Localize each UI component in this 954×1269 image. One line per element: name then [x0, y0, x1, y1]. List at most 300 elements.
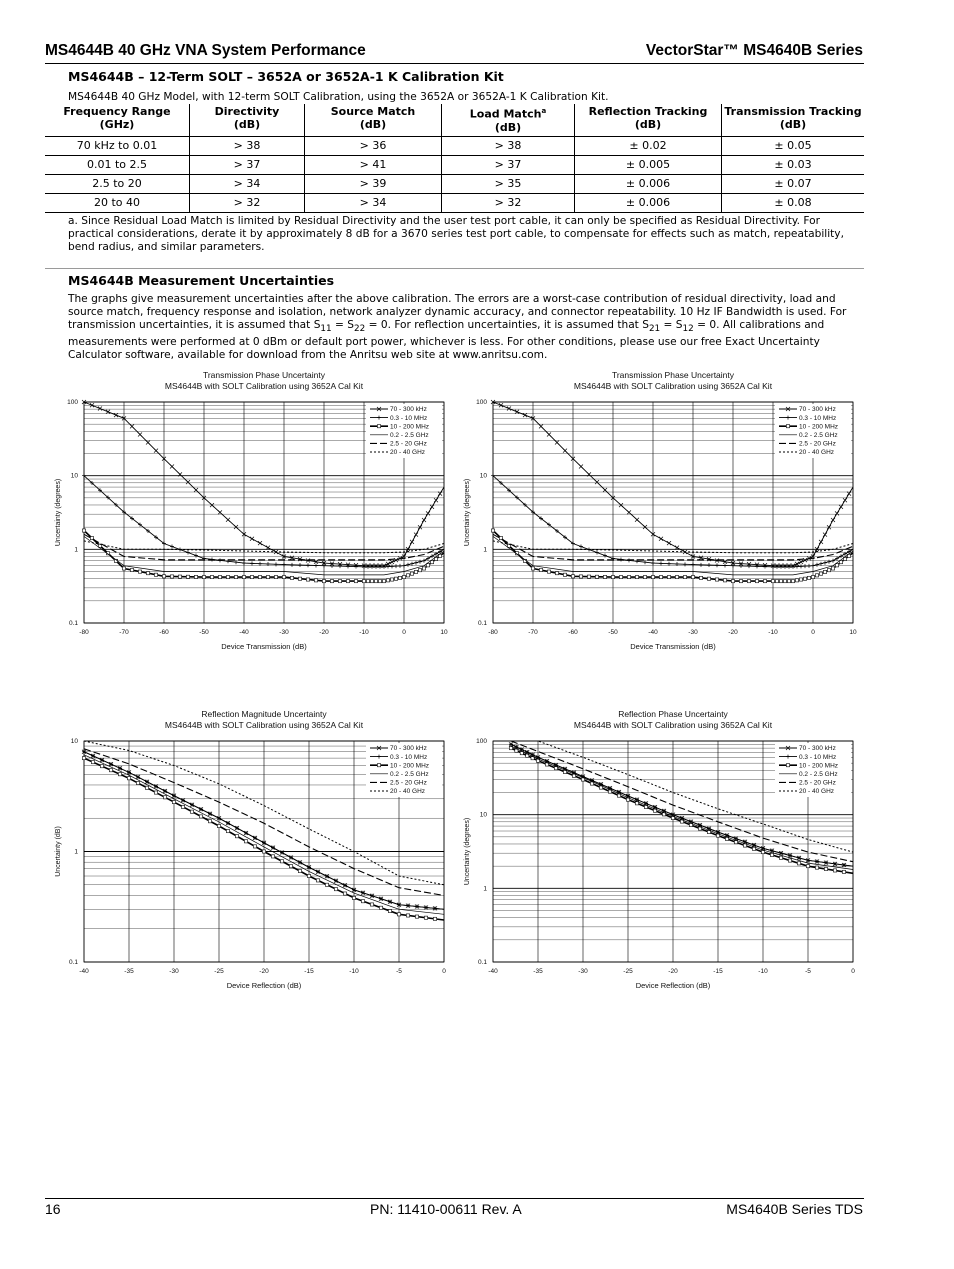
data-point	[433, 917, 436, 920]
x-tick-label: -35	[533, 968, 543, 975]
part-number: PN: 11410-00611 Rev. A	[370, 1201, 522, 1217]
data-point	[723, 563, 727, 567]
data-point	[627, 510, 631, 514]
data-point	[806, 865, 809, 868]
x-tick-label: -15	[713, 968, 723, 975]
data-point	[290, 563, 294, 567]
data-point	[426, 556, 430, 560]
y-tick-label: 1	[483, 546, 487, 554]
data-point	[438, 492, 442, 496]
legend-label: 0.2 - 2.5 GHz	[390, 771, 429, 778]
series-line-2	[84, 476, 444, 567]
chart-transmission-phase-2	[459, 368, 859, 658]
legend-marker	[786, 764, 789, 767]
chart-legend	[366, 404, 442, 458]
data-point	[388, 909, 391, 912]
data-point	[771, 580, 774, 583]
data-point	[791, 580, 794, 583]
legend-label: 0.2 - 2.5 GHz	[390, 432, 429, 439]
y-tick-label: 0.1	[68, 959, 78, 966]
data-point	[579, 575, 582, 578]
chart-title: Transmission Phase Uncertainty	[202, 370, 326, 380]
data-point	[815, 866, 818, 869]
data-point	[402, 564, 406, 568]
x-tick-label: -20	[319, 629, 329, 636]
data-point	[723, 579, 726, 582]
data-point	[819, 572, 822, 575]
data-point	[394, 577, 397, 580]
data-point	[314, 563, 318, 567]
data-point	[675, 575, 678, 578]
data-point	[366, 580, 369, 583]
data-point	[146, 572, 149, 575]
legend-label: 10 - 200 MHz	[390, 423, 430, 431]
data-point	[397, 913, 400, 916]
data-point	[398, 576, 401, 579]
data-point	[595, 480, 599, 484]
data-point	[280, 860, 283, 863]
data-point	[266, 575, 269, 578]
data-point	[190, 810, 193, 813]
y-tick-label: 0.1	[68, 620, 78, 627]
data-point	[343, 892, 346, 895]
data-point	[831, 559, 835, 563]
data-point	[611, 575, 614, 578]
data-point	[242, 561, 246, 565]
data-point	[755, 580, 758, 583]
data-point	[410, 562, 414, 566]
data-point	[651, 575, 654, 578]
data-point	[835, 556, 839, 560]
data-point	[130, 424, 134, 428]
x-tick-label: -10	[349, 968, 359, 975]
column-header: Reflection Tracking (dB)	[575, 104, 722, 136]
chart-title: Reflection Magnitude Uncertainty	[201, 709, 327, 719]
table-row: 20 to 40 > 32 > 34 > 32 ± 0.006 ± 0.08	[45, 193, 864, 212]
series-line-6	[84, 541, 444, 553]
data-point	[563, 573, 566, 576]
data-point	[186, 480, 190, 484]
chart-transmission-phase-1	[50, 368, 450, 658]
data-point	[823, 570, 826, 573]
column-header: Directivity (dB)	[190, 104, 305, 136]
data-point	[406, 563, 410, 567]
data-point	[803, 577, 806, 580]
data-point	[352, 896, 355, 899]
data-point	[807, 564, 811, 568]
data-point	[178, 575, 181, 578]
data-point	[770, 853, 773, 856]
data-point	[667, 541, 671, 545]
x-tick-label: -40	[239, 629, 249, 636]
data-point	[258, 541, 262, 545]
data-point	[415, 915, 418, 918]
data-point	[170, 465, 174, 469]
chart-subtitle: MS4644B with SOLT Calibration using 3652A Cal Kit	[573, 381, 773, 391]
data-point	[581, 778, 584, 781]
data-point	[390, 564, 394, 568]
data-point	[316, 879, 319, 882]
data-point	[271, 855, 274, 858]
data-point	[571, 575, 574, 578]
legend-label: 0.3 - 10 MHz	[390, 753, 428, 761]
data-point	[842, 870, 845, 873]
data-point	[136, 781, 139, 784]
table-header-row	[45, 104, 864, 136]
data-point	[290, 576, 293, 579]
data-point	[322, 580, 325, 583]
data-point	[361, 900, 364, 903]
x-tick-label: -30	[578, 968, 588, 975]
data-point	[298, 563, 302, 567]
x-tick-label: 10	[849, 629, 857, 636]
series-line-2	[493, 476, 853, 567]
data-point	[218, 510, 222, 514]
data-point	[779, 580, 782, 583]
data-point	[298, 577, 301, 580]
data-point	[523, 413, 527, 417]
legend-label: 2.5 - 20 GHz	[390, 779, 427, 787]
y-tick-label: 100	[476, 738, 487, 745]
data-point	[194, 554, 198, 558]
data-point	[811, 575, 814, 578]
x-axis-label: Device Reflection (dB)	[635, 981, 711, 990]
data-point	[338, 580, 341, 583]
data-point	[370, 580, 373, 583]
data-point	[507, 407, 511, 411]
legend-label: 2.5 - 20 GHz	[390, 440, 427, 448]
x-tick-label: 0	[811, 629, 815, 636]
data-point	[382, 580, 385, 583]
data-point	[422, 518, 426, 522]
data-point	[410, 572, 413, 575]
x-tick-label: -30	[279, 629, 289, 636]
data-point	[815, 563, 819, 567]
data-point	[118, 773, 121, 776]
x-tick-label: -80	[79, 629, 89, 636]
data-point	[370, 903, 373, 906]
series-line-3	[493, 531, 853, 582]
data-point	[835, 564, 838, 567]
data-point	[827, 569, 830, 572]
data-point	[250, 537, 254, 541]
chart-legend	[775, 743, 851, 797]
data-point	[659, 537, 663, 541]
table-footnote: a. Since Residual Load Match is limited by Residual Directivity and the user test port cable, it can only be specified as Residual Directivity. For practical considerations, derate it by approximately 8 dB for a 3670 series test port cable, to compensate for effects such as match, repeatability, bend radius, and similar parameters.	[68, 215, 844, 253]
series-line-3	[84, 531, 444, 582]
data-point	[346, 580, 349, 583]
data-point	[250, 575, 253, 578]
data-point	[186, 575, 189, 578]
data-point	[406, 914, 409, 917]
data-point	[739, 564, 743, 568]
legend-label: 10 - 200 MHz	[799, 423, 839, 431]
table-row: 0.01 to 2.5 > 37 > 41 > 37 ± 0.005 ± 0.03	[45, 155, 864, 174]
data-point	[555, 572, 558, 575]
x-tick-label: -25	[214, 968, 224, 975]
chart-svg	[459, 368, 859, 658]
data-point	[258, 575, 261, 578]
data-point	[226, 830, 229, 833]
data-point	[835, 511, 839, 515]
data-point	[100, 765, 103, 768]
legend-label: 0.3 - 10 MHz	[390, 414, 428, 422]
legend-label: 10 - 200 MHz	[390, 762, 430, 770]
legend-marker	[786, 425, 789, 428]
y-tick-label: 10	[479, 472, 487, 480]
legend-label: 0.2 - 2.5 GHz	[799, 771, 838, 778]
data-point	[831, 518, 835, 522]
x-tick-label: 0	[851, 968, 855, 975]
column-header: Load Match$^a$ (dB)	[442, 104, 575, 136]
x-tick-label: -80	[488, 629, 498, 636]
chart-title: Reflection Phase Uncertainty	[618, 709, 728, 719]
data-point	[235, 835, 238, 838]
data-point	[394, 564, 398, 568]
data-point	[244, 840, 247, 843]
data-point	[731, 580, 734, 583]
data-point	[747, 580, 750, 583]
x-tick-label: -20	[259, 968, 269, 975]
x-tick-label: -15	[304, 968, 314, 975]
data-point	[422, 567, 425, 570]
data-point	[242, 575, 245, 578]
data-point	[839, 505, 843, 509]
data-point	[234, 575, 237, 578]
chart-svg	[459, 707, 859, 997]
series-line-6	[493, 541, 853, 553]
chart-subtitle: MS4644B with SOLT Calibration using 3652A Cal Kit	[164, 720, 364, 730]
x-tick-label: -50	[199, 629, 209, 636]
data-point	[426, 564, 429, 567]
data-point	[827, 560, 831, 564]
header-rule	[45, 63, 864, 64]
y-tick-label: 100	[67, 399, 78, 406]
data-point	[699, 563, 703, 567]
data-point	[823, 561, 827, 565]
data-point	[763, 580, 766, 583]
data-point	[635, 575, 638, 578]
chart-reflection-magnitude	[50, 707, 450, 997]
data-point	[659, 575, 662, 578]
data-point	[306, 578, 309, 581]
data-point	[627, 558, 631, 562]
x-tick-label: -40	[79, 968, 89, 975]
chart-svg	[50, 707, 450, 997]
data-point	[747, 564, 751, 568]
data-point	[362, 580, 365, 583]
data-point	[691, 563, 695, 567]
x-tick-label: -25	[623, 968, 633, 975]
data-point	[282, 563, 286, 567]
data-point	[595, 575, 598, 578]
data-point	[422, 559, 426, 563]
data-point	[424, 916, 427, 919]
legend-label: 70 - 300 kHz	[390, 406, 427, 414]
data-point	[334, 888, 337, 891]
data-point	[691, 575, 694, 578]
data-point	[787, 580, 790, 583]
x-axis-label: Device Reflection (dB)	[226, 981, 302, 990]
y-tick-label: 10	[479, 811, 487, 819]
data-point	[635, 518, 639, 522]
data-point	[138, 570, 141, 573]
x-tick-label: -60	[159, 629, 169, 636]
y-tick-label: 1	[74, 848, 78, 856]
section-divider	[45, 268, 864, 269]
y-tick-label: 0.1	[477, 959, 487, 966]
x-tick-label: -35	[124, 968, 134, 975]
series-line-4	[84, 536, 444, 575]
x-tick-label: -5	[805, 968, 811, 975]
chart-subtitle: MS4644B with SOLT Calibration using 3652A Cal Kit	[573, 720, 773, 730]
legend-label: 0.3 - 10 MHz	[799, 753, 837, 761]
data-point	[715, 563, 719, 567]
data-point	[683, 575, 686, 578]
data-point	[715, 578, 718, 581]
data-point	[707, 577, 710, 580]
data-point	[761, 851, 764, 854]
data-point	[563, 449, 567, 453]
data-point	[595, 551, 599, 555]
data-point	[258, 562, 262, 566]
x-tick-label: -60	[568, 629, 578, 636]
legend-marker	[377, 764, 380, 767]
section2-paragraph: The graphs give measurement uncertainties after the above calibration. The errors are a worst-case contribution of residual directivity, load and source match, frequency response and isolation, network analyzer dynamic accuracy, and connector repeatability. 10 Hz IF Bandwidth is used. For transmission uncertainties, it is assumed that $S_{11} = S_{22} = 0$. For reflection uncertainties, it is assumed that $S_{21} = S_{12} = 0$. All calibrations and measurements were performed at 0 dBm or default port power, whichever is less. For other conditions, please use our free Exact Uncertainty Calculator software, available for download from the Anritsu web site at www.anritsu.com.	[68, 293, 847, 362]
data-point	[146, 441, 150, 445]
data-point	[91, 761, 94, 764]
data-point	[418, 560, 422, 564]
data-point	[145, 786, 148, 789]
table-row: 2.5 to 20 > 34 > 39 > 35 ± 0.006 ± 0.07	[45, 174, 864, 193]
data-point	[531, 567, 534, 570]
data-point	[824, 867, 827, 870]
data-point	[819, 540, 823, 544]
data-point	[374, 580, 377, 583]
data-point	[743, 844, 746, 847]
data-point	[199, 815, 202, 818]
data-point	[627, 575, 630, 578]
data-point	[226, 575, 229, 578]
data-point	[163, 796, 166, 799]
legend-label: 20 - 40 GHz	[390, 788, 426, 796]
column-header: Frequency Range (GHz)	[45, 104, 190, 136]
data-point	[799, 578, 802, 581]
data-point	[699, 576, 702, 579]
data-point	[208, 820, 211, 823]
data-point	[138, 432, 142, 436]
data-point	[330, 564, 334, 568]
y-axis-label: Uncertainty (degrees)	[464, 478, 471, 547]
data-point	[194, 488, 198, 492]
data-point	[539, 424, 543, 428]
chart-subtitle: MS4644B with SOLT Calibration using 3652A Cal Kit	[164, 381, 364, 391]
series-line-4	[493, 536, 853, 575]
data-point	[406, 574, 409, 577]
y-axis-label: Uncertainty (degrees)	[464, 817, 471, 886]
data-point	[226, 518, 230, 522]
data-point	[298, 870, 301, 873]
data-point	[547, 432, 551, 436]
data-point	[667, 562, 671, 566]
x-axis-label: Device Transmission (dB)	[221, 642, 307, 651]
data-point	[803, 564, 807, 568]
data-point	[127, 777, 130, 780]
data-point	[354, 580, 357, 583]
page-header-series: VectorStar™ MS4640B Series	[645, 42, 863, 59]
data-point	[170, 545, 174, 549]
data-point	[379, 906, 382, 909]
x-tick-label: -70	[119, 629, 129, 636]
data-point	[250, 561, 254, 565]
data-point	[603, 554, 607, 558]
x-tick-label: -40	[648, 629, 658, 636]
data-point	[797, 862, 800, 865]
chart-legend	[775, 404, 851, 458]
data-point	[775, 580, 778, 583]
data-point	[839, 554, 843, 558]
x-tick-label: -10	[758, 968, 768, 975]
y-axis-label: Uncertainty (dB)	[55, 826, 62, 877]
data-point	[675, 562, 679, 566]
legend-label: 0.3 - 10 MHz	[799, 414, 837, 422]
data-point	[659, 561, 663, 565]
x-tick-label: -30	[169, 968, 179, 975]
data-point	[643, 575, 646, 578]
data-point	[82, 529, 85, 532]
data-point	[307, 874, 310, 877]
data-point	[579, 545, 583, 549]
data-point	[210, 575, 213, 578]
x-tick-label: -20	[668, 968, 678, 975]
data-point	[130, 568, 133, 571]
series-line-5	[84, 534, 444, 560]
data-point	[314, 579, 317, 582]
data-point	[779, 856, 782, 859]
data-point	[788, 859, 791, 862]
y-tick-label: 1	[483, 885, 487, 893]
x-tick-label: -10	[768, 629, 778, 636]
data-point	[414, 533, 418, 537]
data-point	[547, 570, 550, 573]
data-point	[410, 540, 414, 544]
x-tick-label: 0	[402, 629, 406, 636]
data-point	[434, 498, 438, 502]
chart-legend	[366, 743, 442, 797]
data-point	[154, 573, 157, 576]
series-line-5	[493, 534, 853, 560]
y-tick-label: 100	[476, 399, 487, 406]
data-point	[262, 850, 265, 853]
data-point	[587, 575, 590, 578]
data-point	[186, 551, 190, 555]
data-point	[414, 561, 418, 565]
data-point	[338, 564, 342, 568]
column-header: Transmission Tracking (dB)	[722, 104, 865, 136]
legend-label: 10 - 200 MHz	[799, 762, 839, 770]
legend-label: 20 - 40 GHz	[390, 449, 426, 457]
data-point	[217, 824, 220, 827]
data-point	[430, 554, 434, 558]
x-tick-label: -20	[728, 629, 738, 636]
x-tick-label: -30	[688, 629, 698, 636]
chart-title: Transmission Phase Uncertainty	[611, 370, 735, 380]
data-point	[847, 492, 851, 496]
data-point	[831, 567, 834, 570]
data-point	[122, 567, 125, 570]
page-number: 16	[45, 1201, 61, 1217]
data-point	[289, 865, 292, 868]
